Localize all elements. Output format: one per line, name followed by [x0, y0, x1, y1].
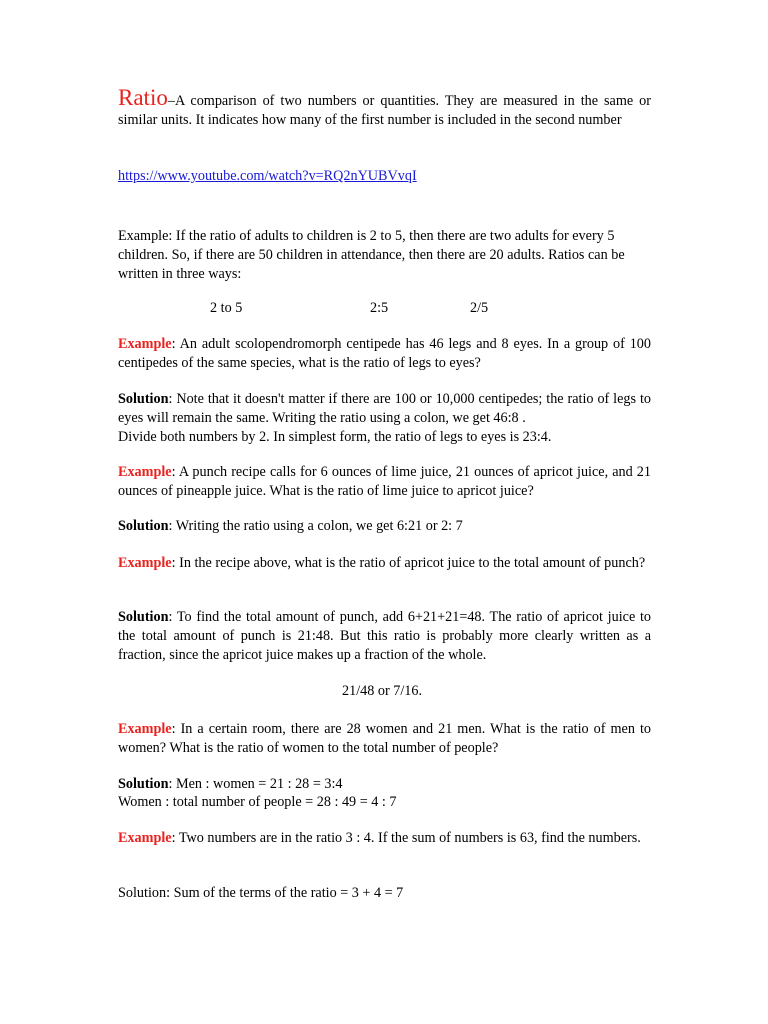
- example3-solution-text: : To find the total amount of punch, add 6+21+21=48. The ratio of apricot juice to the total amount of punch is 21:48. But this ratio is probably more clearly written as a fraction, since the apricot juice makes up a fraction of the whole.: [118, 609, 651, 663]
- example4-question: [118, 720, 651, 758]
- example4-solution-label: Solution: [118, 776, 169, 792]
- example5-text: : Two numbers are in the ratio 3 : 4. If the sum of numbers is 63, find the numbers.: [171, 830, 641, 846]
- example1-solution-line2: Divide both numbers by 2. In simplest form, the ratio of legs to eyes is 23:4.: [118, 429, 552, 445]
- example5-question: [118, 829, 651, 848]
- example5-label: Example: [118, 830, 172, 846]
- example5-solution: Solution: Sum of the terms of the ratio = 3 + 4 = 7: [118, 885, 404, 901]
- example2-solution-label: Solution: [118, 518, 169, 534]
- example3-answer: 21/48 or 7/16.: [342, 683, 422, 699]
- ratio-forms-row: [118, 299, 651, 318]
- example3-question: [118, 554, 651, 573]
- example4-solution-line2: Women : total number of people = 28 : 49 = 4 : 7: [118, 794, 397, 810]
- example4-label: Example: [118, 721, 172, 737]
- ratio-form-words: 2 to 5: [210, 300, 243, 316]
- example2-text: : A punch recipe calls for 6 ounces of lime juice, 21 ounces of apricot juice, and 21 ounces of pineapple juice. What is the ratio of lime juice to apricot juice?: [118, 464, 651, 499]
- example3-solution-label: Solution: [118, 609, 169, 625]
- ratio-form-fraction: 2/5: [470, 300, 489, 316]
- example3-answer-row: [118, 682, 651, 701]
- example1-solution-label: Solution: [118, 391, 169, 407]
- example2-question: [118, 463, 651, 501]
- example1-text: : An adult scolopendromorph centipede has 46 legs and 8 eyes. In a group of 100 centipedes of the same species, what is the ratio of legs to eyes?: [118, 336, 651, 371]
- example4-solution-text: : Men : women = 21 : 28 = 3:4: [168, 776, 343, 792]
- example2-label: Example: [118, 464, 172, 480]
- example2-solution-text: : Writing the ratio using a colon, we get 6:21 or 2: 7: [168, 518, 463, 534]
- example1-question: [118, 335, 651, 373]
- ratio-form-colon: 2:5: [370, 300, 389, 316]
- intro-example-paragraph: Example: If the ratio of adults to children is 2 to 5, then there are two adults for every 5 children. So, if there are 50 children in attendance, then there are 20 adults. Ratios can be written in three ways:: [118, 228, 625, 282]
- example1-solution-line1: : Note that it doesn't matter if there are 100 or 10,000 centipedes; the ratio of legs to eyes will remain the same. Writing the ratio using a colon, we get 46:8 .: [118, 391, 651, 426]
- example3-text: : In the recipe above, what is the ratio of apricot juice to the total amount of punch?: [171, 555, 646, 571]
- example1-label: Example: [118, 336, 172, 352]
- ratio-title: Ratio: [118, 85, 168, 110]
- ratio-definition-text: –A comparison of two numbers or quantities. They are measured in the same or similar units. It indicates how many of the first number is included in the second number: [118, 93, 651, 128]
- example3-label: Example: [118, 555, 172, 571]
- example2-solution: [118, 517, 651, 536]
- example4-solution-line1: [118, 775, 651, 794]
- ratio-definition: [118, 85, 651, 130]
- youtube-link[interactable]: https://www.youtube.com/watch?v=RQ2nYUBVvqI: [118, 168, 417, 184]
- example3-solution: [118, 608, 651, 665]
- example1-solution: [118, 390, 651, 428]
- example4-text: : In a certain room, there are 28 women and 21 men. What is the ratio of men to women? What is the ratio of women to the total number of people?: [118, 721, 651, 756]
